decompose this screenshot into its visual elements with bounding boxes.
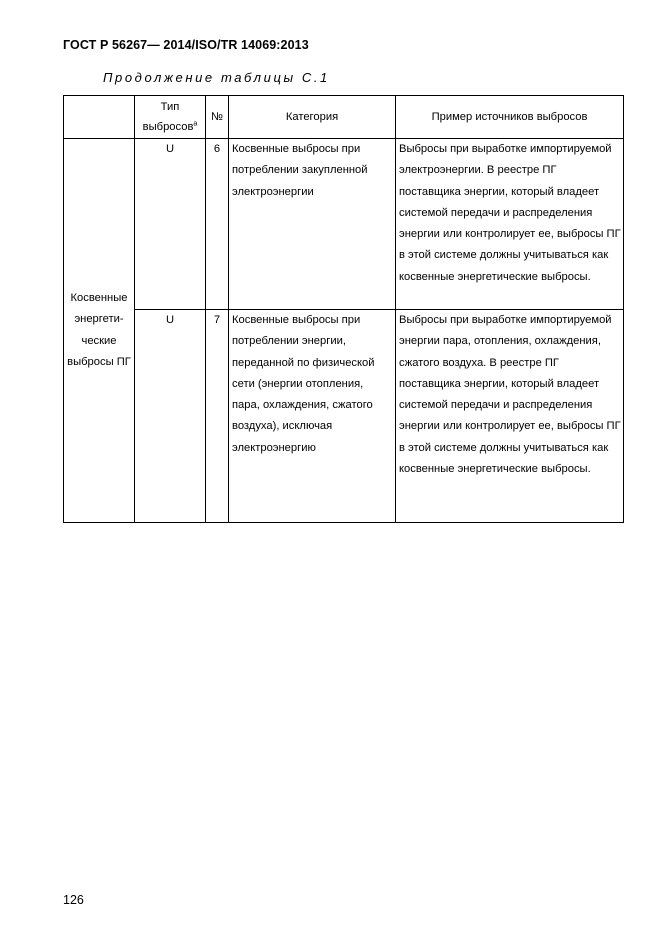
header-group-empty (64, 96, 135, 139)
emission-type-cell: U (135, 310, 206, 523)
row-number-cell: 6 (206, 139, 229, 310)
header-example-sources: Пример источников выбросов (396, 96, 624, 139)
emissions-table (63, 95, 624, 523)
table-header-row (64, 96, 624, 139)
row-number-cell: 7 (206, 310, 229, 523)
page-number: 126 (63, 893, 84, 907)
document-standard-header: ГОСТ Р 56267— 2014/ISO/TR 14069:2013 (63, 38, 309, 52)
category-cell: Косвенные выбросы при потреблении энергии, переданной по физической сети (энергии отопления, пара, охлаждения, сжатого воздуха), исключая электроэнергию (229, 310, 396, 523)
group-label: Косвенные энергети-ческие выбросы ПГ (67, 291, 131, 368)
header-category: Категория (229, 96, 396, 139)
table-continuation-caption: Продолжение таблицы С.1 (103, 70, 330, 85)
example-cell: Выбросы при выработке импортируемой электроэнергии. В реестре ПГ поставщика энергии, который владеет системой передачи и распределения энергии или контролирует ее, выбросы ПГ в этой системе должны учитываться как косвенные энергетические выбросы. (396, 139, 624, 310)
group-label-cell (64, 139, 135, 523)
header-number: № (206, 96, 229, 139)
footnote-marker: а (193, 120, 198, 128)
example-cell: Выбросы при выработке импортируемой энергии пара, отопления, охлаждения, сжатого воздуха. В реестре ПГ поставщика энергии, который владеет системой передачи и распределения энергии или контролирует ее, выбросы ПГ в этой системе должны учитываться как косвенные энергетические выбросы. (396, 310, 624, 523)
table-row (64, 139, 624, 310)
table-row (64, 310, 624, 523)
header-emission-type (135, 96, 206, 139)
header-emission-type-label: Тип выбросов (142, 101, 194, 133)
category-cell: Косвенные выбросы при потреблении закупленной электроэнергии (229, 139, 396, 310)
emission-type-cell: U (135, 139, 206, 310)
